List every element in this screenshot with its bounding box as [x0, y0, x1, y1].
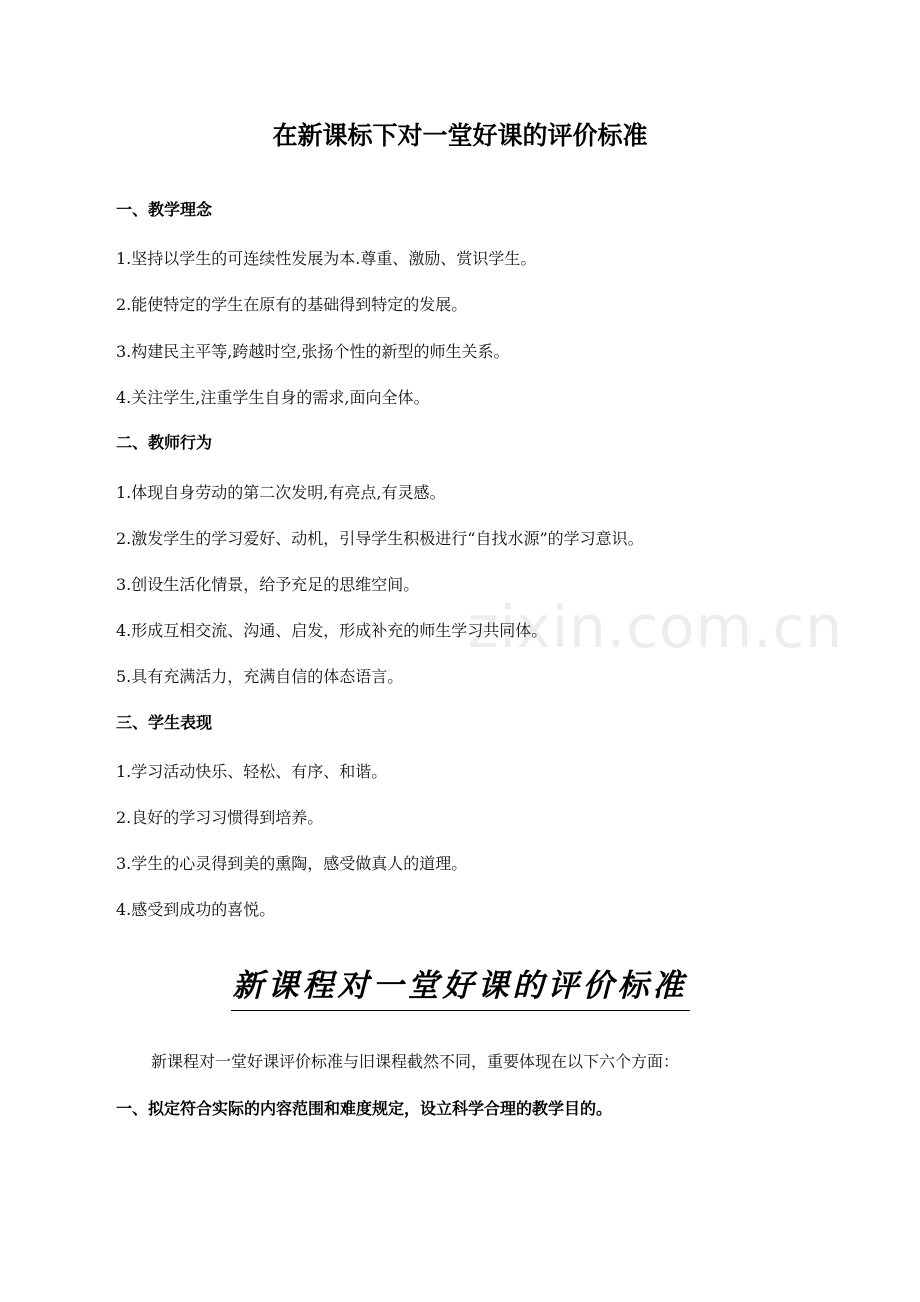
second-title	[0, 964, 920, 1011]
list-item: 2.能使特定的学生在原有的基础得到特定的发展。	[116, 295, 468, 314]
list-item: 4.感受到成功的喜悦。	[116, 900, 276, 919]
list-item: 2.良好的学习习惯得到培养。	[116, 808, 324, 827]
section-heading-student-performance: 三、学生表现	[116, 713, 213, 732]
list-item: 4.形成互相交流、沟通、启发，形成补充的师生学习共同体。	[116, 621, 548, 640]
list-item: 1.体现自身劳动的第二次发明,有亮点,有灵感。	[116, 483, 446, 502]
list-item: 3.构建民主平等,跨越时空,张扬个性的新型的师生关系。	[116, 342, 510, 361]
list-item: 4.关注学生,注重学生自身的需求,面向全体。	[116, 388, 430, 407]
list-item: 2.激发学生的学习爱好、动机，引导学生积极进行“自找水源”的学习意识。	[116, 529, 644, 548]
page-title: 在新课标下对一堂好课的评价标准	[272, 121, 648, 150]
section-heading-teacher-behavior: 二、教师行为	[116, 433, 213, 452]
list-item: 3.创设生活化情景，给予充足的思维空间。	[116, 575, 420, 594]
section-heading-teaching-philosophy: 一、教学理念	[116, 200, 213, 219]
watermark: zixin.com.cn	[468, 593, 844, 661]
list-item: 3.学生的心灵得到美的熏陶，感受做真人的道理。	[116, 854, 468, 873]
second-title-text: 新课程对一堂好课的评价标准	[231, 964, 690, 1011]
list-item: 1.坚持以学生的可连续性发展为本.尊重、激励、赏识学生。	[116, 249, 537, 268]
intro-paragraph: 新课程对一堂好课评价标准与旧课程截然不同，重要体现在以下六个方面：	[151, 1052, 680, 1071]
subheading-first-aspect: 一、拟定符合实际的内容范围和难度规定，设立科学合理的教学目的。	[116, 1099, 613, 1118]
list-item: 5.具有充满活力，充满自信的体态语言。	[116, 667, 404, 686]
list-item: 1.学习活动快乐、轻松、有序、和谐。	[116, 762, 388, 781]
